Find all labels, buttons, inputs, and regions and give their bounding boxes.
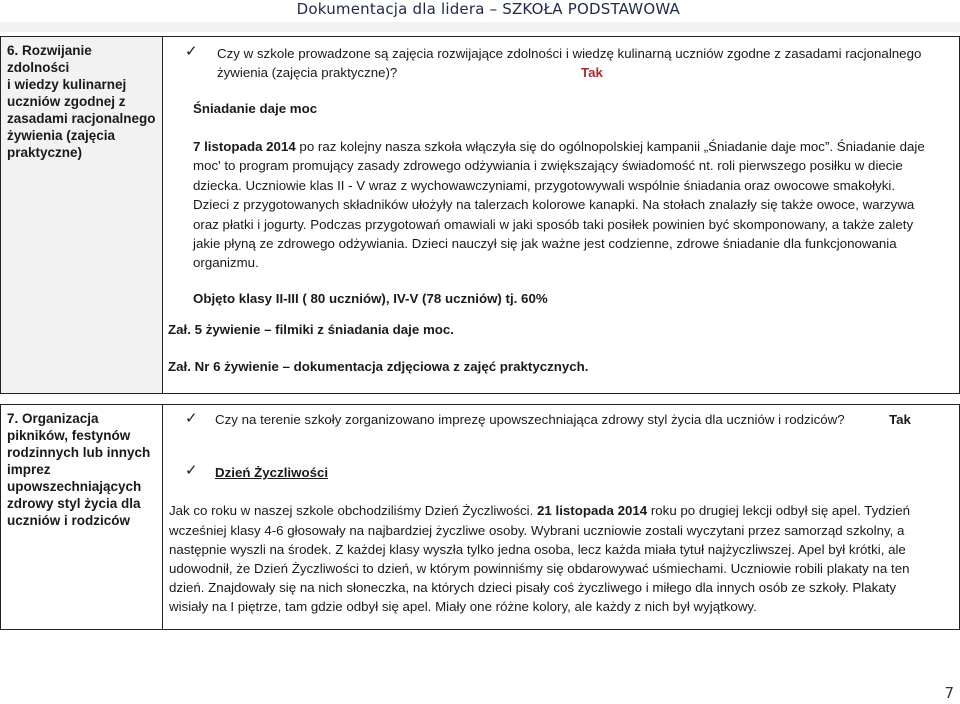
body-line: [169, 501, 910, 520]
event-date: 7 listopada 2014: [193, 139, 296, 154]
checkmark-icon: ✓: [185, 409, 198, 427]
body-line: następnie wyszli na środek. Z każdej klasy wyszła tylko jedna osoba, lecz każda miała tytuł najżyczliwszej. Apel był krótki, ale: [169, 542, 906, 557]
criterion-7-line: uczniów i rodziców: [7, 513, 131, 528]
coverage-text: Objęto klasy II-III ( 80 uczniów), IV-V (78 uczniów) tj. 60%: [193, 291, 548, 306]
body-line: organizmu.: [193, 255, 259, 270]
page-number: 7: [944, 684, 954, 702]
attachment-6: Zał. Nr 6 żywienie – dokumentacja zdjęciowa z zajęć praktycznych.: [168, 359, 589, 374]
criterion-6-line: zasadami racjonalnego: [7, 111, 156, 126]
body-line: [193, 137, 925, 156]
criterion-6-line: żywienia (zajęcia: [7, 128, 116, 143]
body-text: po raz kolejny nasza szkoła włączyła się do ogólnopolskiej kampanii „Śniadanie daje moc”. Śniadanie daje: [295, 139, 925, 154]
criterion-7-line: zdrowy styl życia dla: [7, 496, 141, 511]
criterion-6-line: 6. Rozwijanie zdolności: [7, 43, 92, 75]
criterion-7-line: upowszechniających: [7, 479, 142, 494]
page-header: Dokumentacja dla lidera – SZKOŁA PODSTAWOWA: [296, 0, 680, 18]
criterion-7-line: rodzinnych lub innych: [7, 445, 151, 460]
checkmark-icon: ✓: [185, 42, 198, 60]
body-line: wcześniej klasy 4-6 głosowały na najbardziej życzliwe osoby. Wybrani uczniowie zostali wyczytani przez samorząd szkolny, a: [169, 523, 905, 538]
body-line: udowodnił, że Dzień Życzliwości to dzień, w którym powinniśmy się obdarowywać uśmiechami. Uczniowie robili plakaty na ten: [169, 561, 910, 576]
body-line: jakie płyną ze zdrowego odżywiania. Dzieci nauczył się jak ważne jest codzienne, zdrowe śniadanie dla funkcjonowania: [193, 236, 897, 251]
answer-badge: Tak: [581, 65, 603, 80]
criterion-7-line: imprez: [7, 462, 51, 477]
criterion-6-content: [163, 37, 959, 393]
criterion-7-label: [1, 405, 163, 629]
section-heading: Śniadanie daje moc: [193, 101, 318, 116]
section-heading: Dzień Życzliwości: [215, 465, 329, 480]
body-line: dziecka. Uczniowie klas II - V wraz z wychowawczyniami, przygotowywali wspólnie śniadania oraz owocowe smakołyki.: [193, 178, 896, 193]
body-line: oraz płatki i jogurty. Podczas przygotowań omawiali w jaki sposób taki posiłek powinien być skomponowany, a także zalety: [193, 217, 914, 232]
criterion-6-label: [1, 37, 163, 393]
body-line: Dzieci z przygotowanych składników ułożyły na talerzach kolorowe kanapki. Na stołach znalazły się także owoce, warzywa: [193, 197, 915, 212]
checkmark-icon: ✓: [185, 461, 198, 479]
table-row-7: [0, 404, 960, 630]
answer-badge: Tak: [889, 412, 911, 427]
table-row-6: [0, 36, 960, 394]
question-text: Czy na terenie szkoły zorganizowano imprezę upowszechniająca zdrowy styl życia dla uczniów i rodziców?: [215, 412, 845, 427]
criterion-7-content: [163, 405, 959, 629]
body-line: moc' to program promujący zasady zdrowego odżywiania i zwiększający świadomość nt. roli pierwszego posiłku w diecie: [193, 158, 903, 173]
criterion-6-line: i wiedzy kulinarnej: [7, 77, 127, 92]
body-line: dzień. Znajdowały się na nich słoneczka, na których dzieci pisały coś życzliwego i miłego dla innych osób ze szkoły. Plakaty: [169, 580, 896, 595]
body-line: wisiały na I piętrze, tam gdzie odbył się apel. Miały one różne kolory, ale każdy z nich był wyjątkowy.: [169, 599, 757, 614]
criterion-6-line: praktyczne): [7, 145, 83, 160]
attachment-5: Zał. 5 żywienie – filmiki z śniadania daje moc.: [168, 322, 454, 337]
question-text: Czy w szkole prowadzone są zajęcia rozwijające zdolności i wiedzę kulinarną uczniów zgodne z zasadami racjonalnego: [217, 46, 922, 61]
event-date: 21 listopada 2014: [537, 503, 648, 518]
criterion-7-line: 7. Organizacja: [7, 411, 99, 426]
question-text: żywienia (zajęcia praktyczne)?: [217, 65, 398, 80]
header-bar: [0, 22, 960, 32]
body-text: roku po drugiej lekcji odbył się apel. Tydzień: [647, 503, 911, 518]
criterion-7-line: pikników, festynów: [7, 428, 131, 443]
criterion-6-line: uczniów zgodnej z: [7, 94, 126, 109]
body-text: Jak co roku w naszej szkole obchodziliśmy Dzień Życzliwości.: [169, 503, 538, 518]
